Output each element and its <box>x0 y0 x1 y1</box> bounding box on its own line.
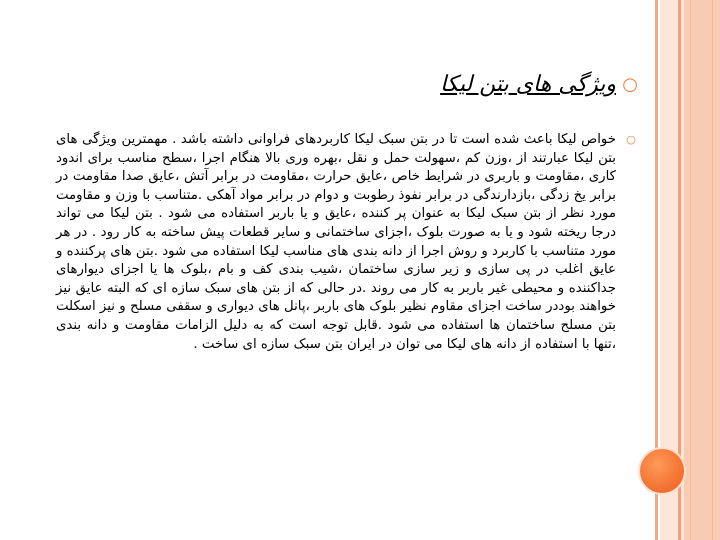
title-row <box>40 72 638 97</box>
body-row <box>40 131 638 354</box>
slide-title: ویژگی های بتن لیکا <box>440 72 616 97</box>
orange-circle-decoration <box>640 449 684 493</box>
decor-stripe-line <box>712 0 713 540</box>
body-paragraph: خواص لیکا باعث شده است تا در بتن سبک لیکا کاربردهای فراوانی داشته باشد . مهمترین ویژگی های بتن لیکا عبارتند از ،وزن کم ،سهولت حمل و نقل ،بهره وری بالا هنگام اجرا ،سطح مناسب برای اندود کاری ،مقاومت و باربری در شرایط خاص ،عایق حرارت ،مقاومت در برابر آتش ،عایق صدا مقاومت در برابر یخ زدگی ،بازدارندگی در برابر نفوذ رطوبت و دوام در برابر مواد آهکی .متناسب با وزن و مقاومت مورد نظر از بتن سبک لیکا به عنوان پر کننده ،عایق و یا باربر استفاده می شود . بتن لیکا می تواند درجا ریخته شود و یا به صورت بلوک ،اجزای ساختمانی و سایر قطعات پیش ساخته به کار رود . در هر مورد متناسب با کاربرد و روش اجرا از دانه بندی های مناسب لیکا استفاده می شود .بتن های پرکننده و عایق اغلب در پی سازی و زیر سازی ساختمان ،شیب بندی کف و بام ،بلوک ها یا اجزای دیوارهای جداکننده و محیطی غیر باربر به کار می روند .در حالی که از بتن های سبک سازه ای که البته عایق نیز خواهند بوددر ساخت اجزای مقاوم نظیر بلوک های باربر ،پانل های دیواری و سقفی مسلح و نیز اسکلت بتن مسلح ساختمان ها استفاده می شود .قابل توجه است که به دلیل الزامات مقاومت و دانه بندی ،تنها با استفاده از دانه های لیکا می توان در ایران بتن سبک سازه ای ساخت . <box>56 132 616 352</box>
decor-stripe-line <box>690 0 691 540</box>
circle-bullet-icon: ○ <box>622 73 638 95</box>
circle-bullet-icon: ○ <box>626 133 636 146</box>
slide-content <box>40 60 638 354</box>
